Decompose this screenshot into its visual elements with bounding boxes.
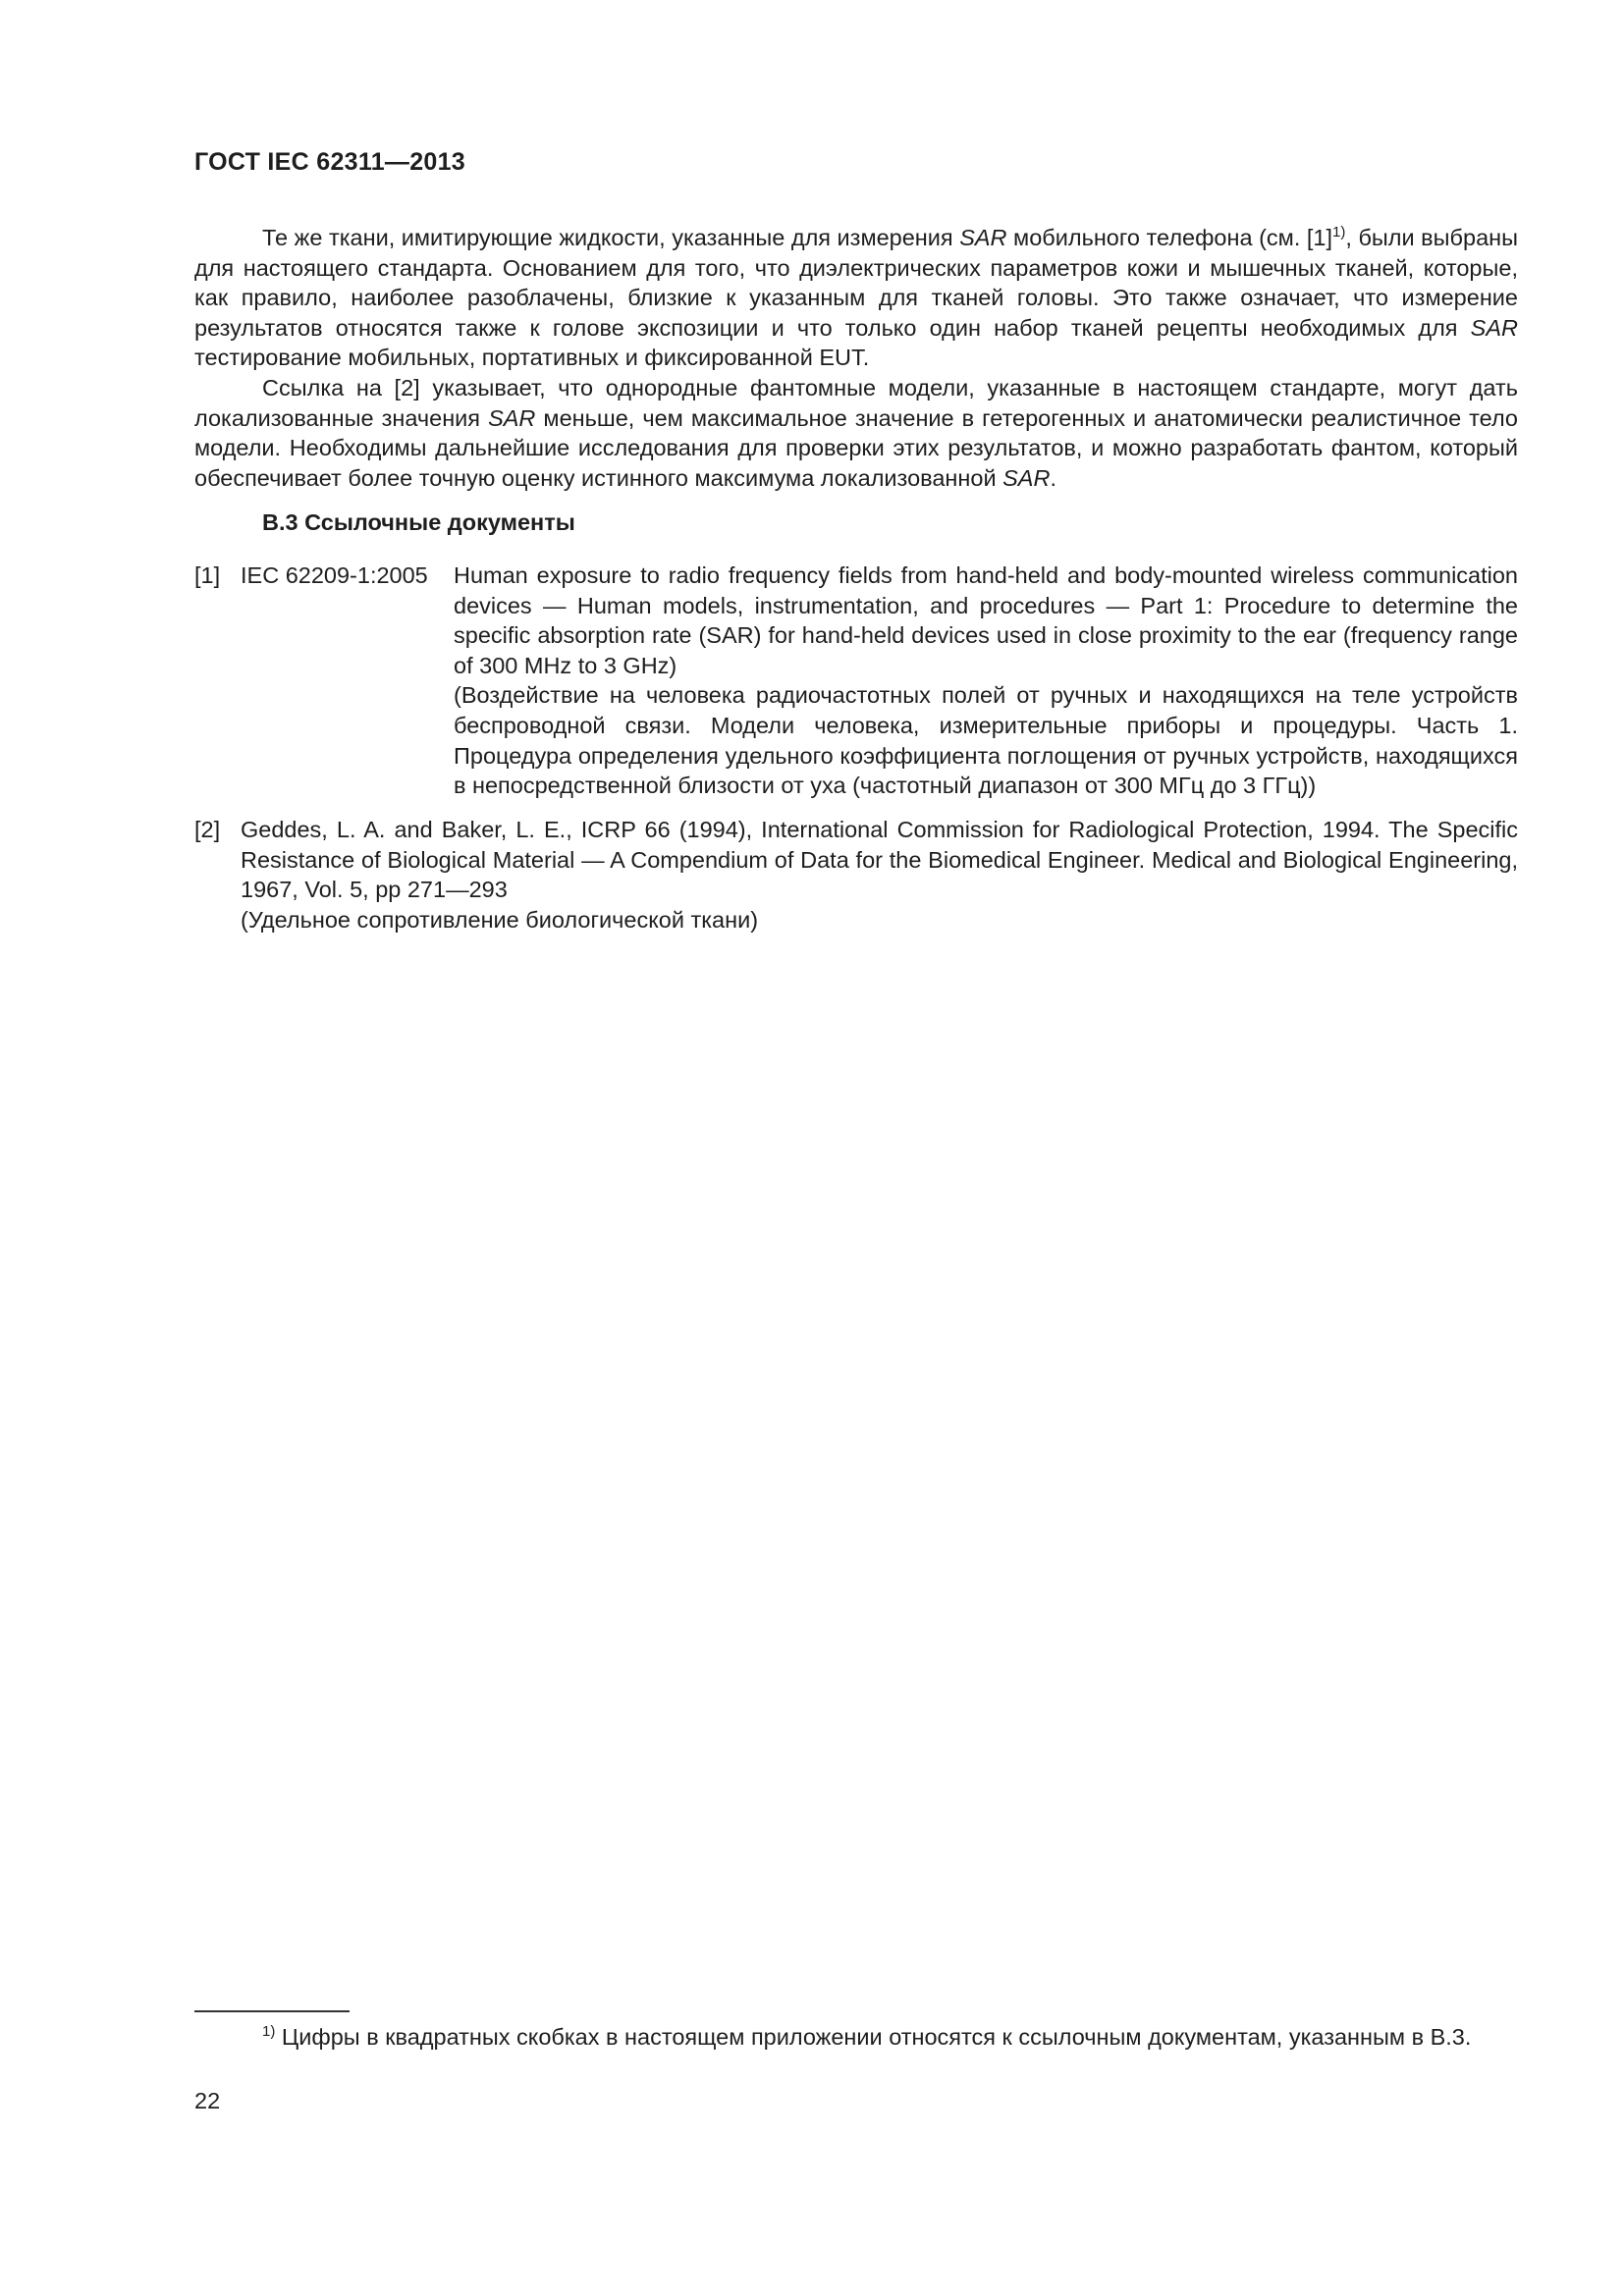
paragraph-2: Ссылка на [2] указывает, что однородные фантомные модели, указанные в настоящем стандарте, могут дать локализованные значения SAR меньше, чем максимальное значение в гетерогенных и анатомически реалистичное тело модели. Необходимы дальнейшие исследования для проверки этих результатов, и можно разработать фантом, который обеспечивает более точную оценку истинного максимума локализованной SAR. xyxy=(194,374,1519,491)
paragraph-1: Те же ткани, имитирующие жидкости, указанные для измерения SAR мобильного телефона (см. $[1]^{1)}$, были выбраны для настоящего стандарта. Основанием для того, что диэлектрических параметров кожи и мышечных тканей, которые, как правило, наиболее разоблачены, близкие к указанным для тканей головы. Это также означает, что измерение результатов относятся также к голове экспозиции и что только один набор тканей рецепты необходимых для SAR тестирование мобильных, портативных и фиксированной EUT. xyxy=(194,224,1519,371)
sar-term: SAR xyxy=(1002,464,1051,491)
document-header: ГОСТ IEC 62311—2013 xyxy=(194,148,466,176)
reference-title-en: Geddes, L. A. and Baker, L. E., ICRP 66 (1994), International Commission for Radiological Protection, 1994. The Specific Resistance of Biological Material — A Compendium of Data for the Biomedical Engineer. Medical and Biological Engineering, 1967, Vol. 5, pp 271—293 xyxy=(241,817,1518,903)
footnote-separator xyxy=(194,2010,350,2012)
sar-term: SAR xyxy=(959,225,1007,250)
page-number: 22 xyxy=(194,2088,221,2113)
reference-title-ru: (Воздействие на человека радиочастотных полей от ручных и находящихся на теле устройств беспроводной связи. Модели человека, измерительные приборы и процедуры. Часть 1. Процедура определения удельного коэффициента поглощения от ручных устройств, находящихся в непосредственной близости от уха (частотный диапазон от 300 МГц до 3 ГГц)) xyxy=(454,682,1518,799)
reference-body xyxy=(454,561,1518,801)
reference-body xyxy=(241,815,1518,934)
reference-number: [1] xyxy=(194,562,221,588)
reference-title-ru: (Удельное сопротивление биологической ткани) xyxy=(241,906,759,933)
sar-term: SAR xyxy=(488,404,536,431)
reference-title-en: Human exposure to radio frequency fields from hand-held and body-mounted wireless communication devices — Human models, instrumentation, and procedures — Part 1: Procedure to determine the specific absorption rate (SAR) for hand-held devices used in close proximity to the ear (frequency range of 300 MHz to 3 GHz) xyxy=(454,562,1518,678)
footnote-number: 1) xyxy=(262,2023,276,2040)
sar-term: SAR xyxy=(1470,314,1518,341)
footnote-marker: 1) xyxy=(1332,224,1346,240)
reference-code: IEC 62209-1:2005 xyxy=(241,562,428,588)
footnote xyxy=(194,2022,1518,2053)
reference-number: [2] xyxy=(194,817,221,842)
body-text xyxy=(194,223,1518,493)
footnote-text: Цифры в квадратных скобках в настоящем приложении относятся к ссылочным документам, указанным в В.3. xyxy=(275,2024,1472,2050)
section-title: В.3 Ссылочные документы xyxy=(262,509,575,535)
